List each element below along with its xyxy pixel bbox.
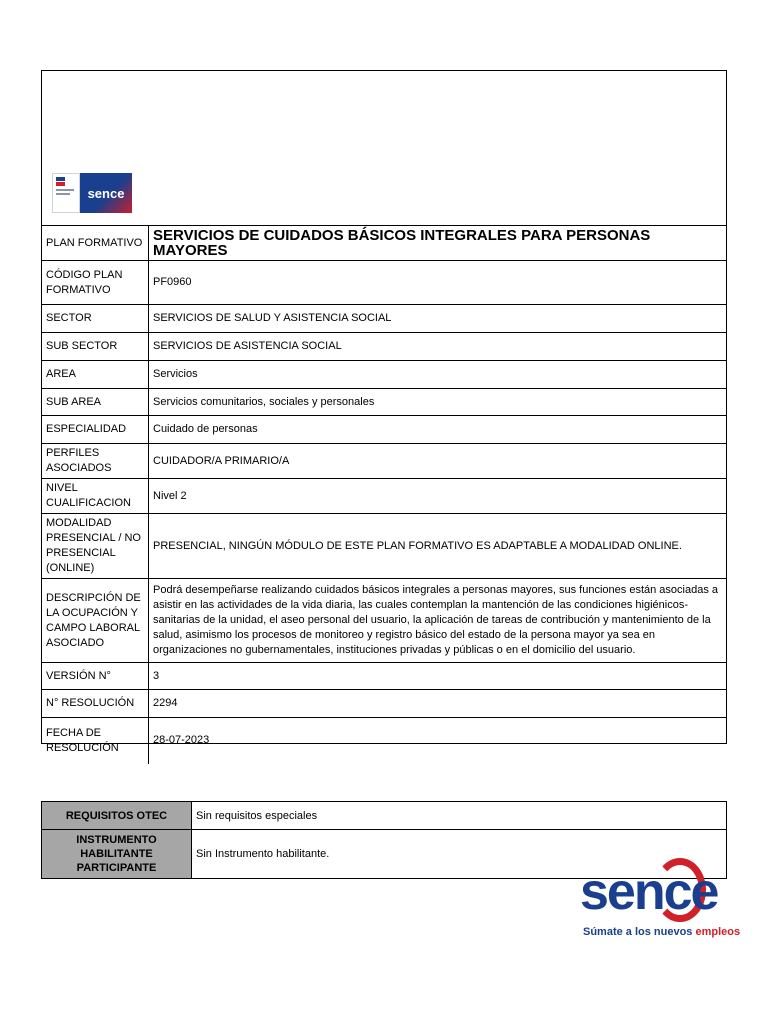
- table-row: [42, 305, 726, 333]
- row-value: 3: [149, 663, 727, 690]
- tagline-text: Súmate a los nuevos: [583, 926, 696, 938]
- table-row: [42, 479, 726, 514]
- table-row: [42, 514, 726, 579]
- table-row: [42, 389, 726, 416]
- row-value: CUIDADOR/A PRIMARIO/A: [149, 444, 727, 479]
- row-value: 2294: [149, 690, 727, 718]
- row-label: DESCRIPCIÓN DE LA OCUPACIÓN Y CAMPO LABORAL ASOCIADO: [42, 579, 149, 663]
- row-label: NIVEL CUALIFICACION: [42, 479, 149, 514]
- table-row: [42, 579, 726, 663]
- row-value: Servicios comunitarios, sociales y personales: [149, 389, 727, 416]
- row-label: SECTOR: [42, 305, 149, 333]
- gov-sence-logo: [52, 173, 132, 213]
- requirement-value: Sin Instrumento habilitante.: [192, 830, 727, 879]
- table-row: [42, 690, 726, 718]
- logo-tagline: [583, 926, 740, 938]
- table-row: [42, 261, 726, 305]
- table-row: [42, 226, 726, 261]
- table-row: [42, 802, 727, 830]
- logo-word: sence: [580, 863, 718, 921]
- row-value: 28-07-2023: [149, 718, 727, 764]
- row-label: SUB AREA: [42, 389, 149, 416]
- row-value: PRESENCIAL, NINGÚN MÓDULO DE ESTE PLAN FORMATIVO ES ADAPTABLE A MODALIDAD ONLINE.: [149, 514, 727, 579]
- table-row: [42, 663, 726, 690]
- row-value: SERVICIOS DE SALUD Y ASISTENCIA SOCIAL: [149, 305, 727, 333]
- requirement-label: REQUISITOS OTEC: [42, 802, 192, 830]
- row-value: Nivel 2: [149, 479, 727, 514]
- plan-title: SERVICIOS DE CUIDADOS BÁSICOS INTEGRALES PARA PERSONAS MAYORES: [149, 226, 727, 261]
- table-row: [42, 361, 726, 389]
- row-value: SERVICIOS DE ASISTENCIA SOCIAL: [149, 333, 727, 361]
- footer-sence-logo: [580, 858, 741, 942]
- row-label: N° RESOLUCIÓN: [42, 690, 149, 718]
- row-value: PF0960: [149, 261, 727, 305]
- table-row: [42, 718, 726, 764]
- row-value: Servicios: [149, 361, 727, 389]
- plan-table: [42, 225, 726, 764]
- row-label: VERSIÓN N°: [42, 663, 149, 690]
- row-label: PLAN FORMATIVO: [42, 226, 149, 261]
- row-label: AREA: [42, 361, 149, 389]
- row-label: SUB SECTOR: [42, 333, 149, 361]
- tagline-emphasis: empleos: [695, 926, 741, 938]
- row-label: MODALIDAD PRESENCIAL / NO PRESENCIAL (ONLINE): [42, 514, 149, 579]
- table-row: [42, 416, 726, 444]
- requirement-value: Sin requisitos especiales: [192, 802, 727, 830]
- row-value: Podrá desempeñarse realizando cuidados básicos integrales a personas mayores, sus funciones están asociadas a asistir en las actividades de la vida diaria, las cuales contemplan la mantención de las condiciones higiénicos-sanitarias de la unidad, el aseo personal del usuario, la aplicación de tareas de contribución y mantenimiento de la salud, asimismo los procesos de monitoreo y registro básico del estado de la persona mayor ya sea en organizaciones no gubernamentales, instituciones privadas y públicas o en el domicilio del usuario.: [149, 579, 727, 663]
- plan-document: [41, 70, 727, 754]
- sence-logo-text: sence: [80, 173, 132, 213]
- row-label: FECHA DE RESOLUCIÓN: [42, 718, 149, 764]
- header-area: [42, 71, 726, 225]
- requirement-label: INSTRUMENTO HABILITANTE PARTICIPANTE: [42, 830, 192, 879]
- gov-emblem-icon: [52, 173, 80, 213]
- row-label: PERFILES ASOCIADOS: [42, 444, 149, 479]
- row-label: ESPECIALIDAD: [42, 416, 149, 444]
- table-row: [42, 444, 726, 479]
- row-value: Cuidado de personas: [149, 416, 727, 444]
- row-label: CÓDIGO PLAN FORMATIVO: [42, 261, 149, 305]
- table-row: [42, 333, 726, 361]
